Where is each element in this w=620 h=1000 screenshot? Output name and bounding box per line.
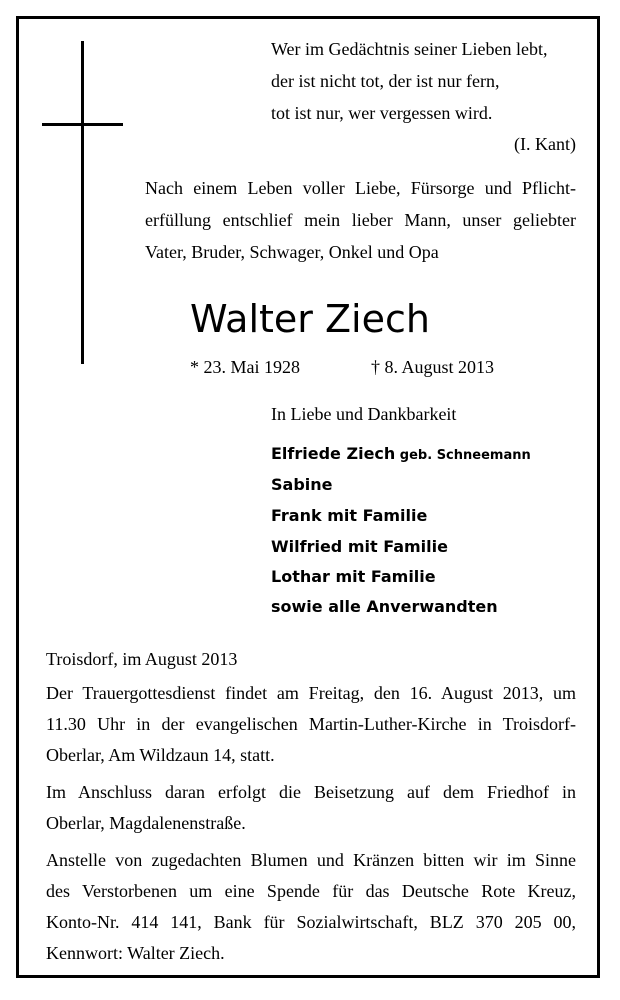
service-line-1: Der Trauergottesdienst findet am Freitag, den 16. August 2013, um <box>46 683 576 703</box>
mourner-line-3: Frank mit Familie <box>271 506 428 525</box>
quote-line-1: Wer im Gedächtnis seiner Lieben lebt, <box>271 39 548 59</box>
mourner-line-1 <box>271 443 531 466</box>
deceased-name: Walter Ziech <box>190 297 430 341</box>
mourner-line-2: Sabine <box>271 475 333 494</box>
mourner-name: Elfriede Ziech <box>271 444 396 463</box>
intro-line-2: erfüllung entschlief mein lieber Mann, unser geliebter <box>145 210 576 230</box>
mourner-note: geb. Schneemann <box>399 448 531 463</box>
donation-line-2: des Verstorbenen um eine Spende für das Deutsche Rote Kreuz, <box>46 881 576 901</box>
mourner-line-5: Lothar mit Familie <box>271 567 436 586</box>
death-date: † 8. August 2013 <box>371 357 495 377</box>
quote-author: (I. Kant) <box>514 134 576 154</box>
mourner-line-6: sowie alle Anverwandten <box>271 597 498 616</box>
burial-line-1: Im Anschluss daran erfolgt die Beisetzung auf dem Friedhof in <box>46 782 576 802</box>
donation-line-1: Anstelle von zugedachten Blumen und Kränzen bitten wir im Sinne <box>46 850 576 870</box>
service-line-2: 11.30 Uhr in der evangelischen Martin-Luther-Kirche in Troisdorf- <box>46 714 576 734</box>
intro-line-3: Vater, Bruder, Schwager, Onkel und Opa <box>145 242 439 262</box>
burial-line-2: Oberlar, Magdalenenstraße. <box>46 813 246 833</box>
donation-line-4: Kennwort: Walter Ziech. <box>46 943 225 963</box>
birth-date: * 23. Mai 1928 <box>190 357 300 377</box>
quote-line-2: der ist nicht tot, der ist nur fern, <box>271 71 500 91</box>
notice-border <box>16 16 600 978</box>
cross-icon-bar <box>42 123 123 126</box>
mourners-heading: In Liebe und Dankbarkeit <box>271 404 457 424</box>
donation-line-3: Konto-Nr. 414 141, Bank für Sozialwirtschaft, BLZ 370 205 00, <box>46 912 576 932</box>
place-date: Troisdorf, im August 2013 <box>46 649 238 669</box>
quote-line-3: tot ist nur, wer vergessen wird. <box>271 103 493 123</box>
service-line-3: Oberlar, Am Wildzaun 14, statt. <box>46 745 275 765</box>
mourner-line-4: Wilfried mit Familie <box>271 537 448 556</box>
intro-line-1: Nach einem Leben voller Liebe, Fürsorge und Pflicht- <box>145 178 576 198</box>
